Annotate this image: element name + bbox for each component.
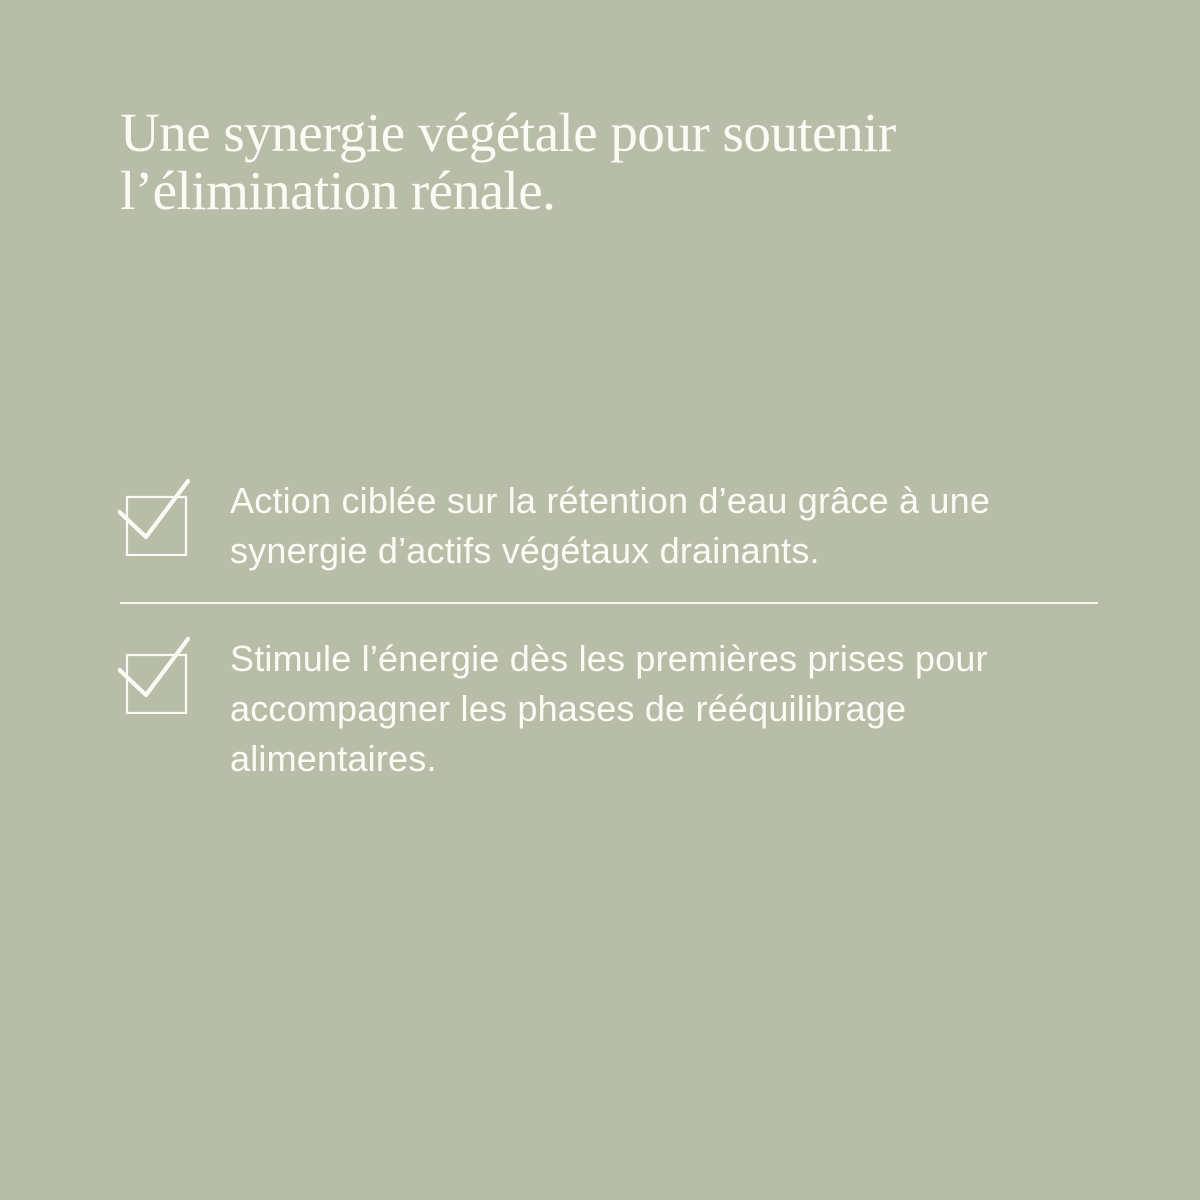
divider <box>120 602 1098 604</box>
page-title <box>120 104 896 220</box>
benefit-text-line: accompagner les phases de rééquilibrage <box>230 688 907 729</box>
benefit-text <box>230 634 988 784</box>
benefit-item <box>118 476 990 576</box>
page-title-line: l’élimination rénale. <box>120 160 556 221</box>
checkbox-checked-icon <box>118 478 190 556</box>
benefit-text-line: Action ciblée sur la rétention d’eau grâce à une <box>230 480 991 521</box>
benefit-item <box>118 634 988 784</box>
page-title-line: Une synergie végétale pour soutenir <box>120 102 896 163</box>
benefit-text <box>230 476 990 576</box>
benefit-text-line: alimentaires. <box>230 738 437 779</box>
benefit-text-line: synergie d’actifs végétaux drainants. <box>230 530 820 571</box>
checkbox-checked-icon <box>118 636 190 714</box>
benefit-text-line: Stimule l’énergie dès les premières prises pour <box>230 638 988 679</box>
